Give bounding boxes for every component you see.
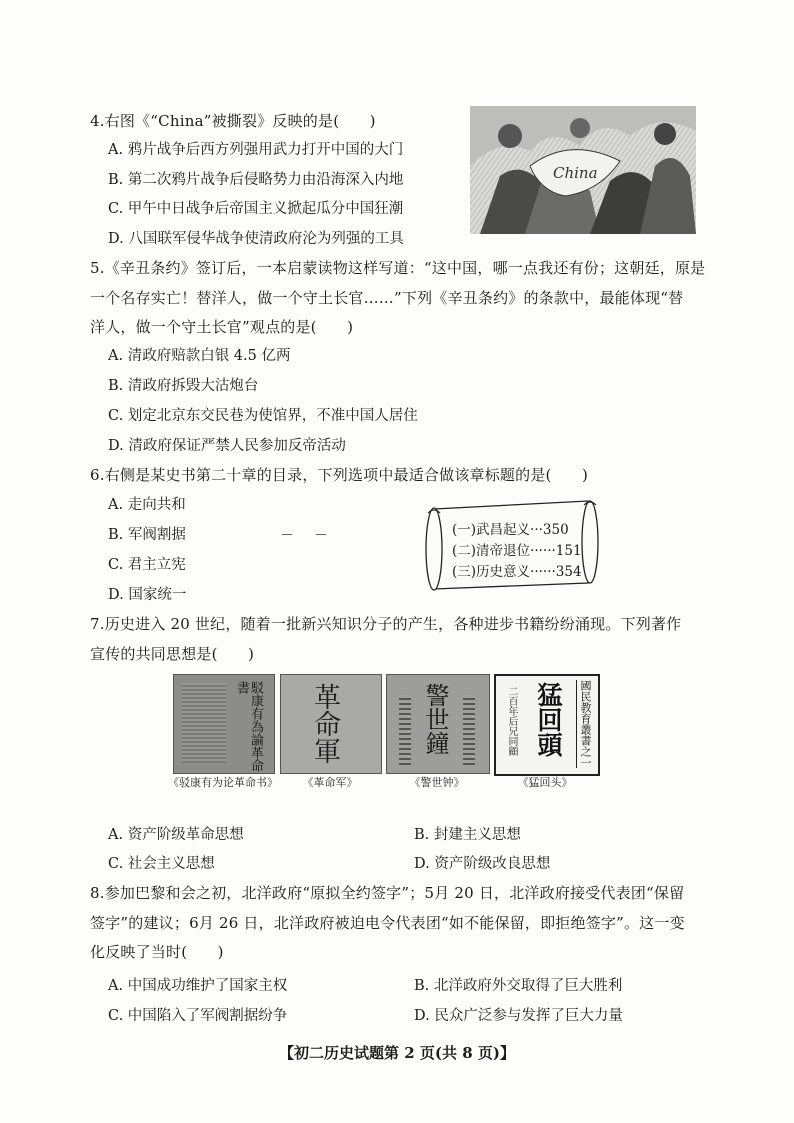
q8-option-a: A. 中国成功维护了国家主权	[108, 978, 288, 994]
china-torn-cartoon	[470, 106, 696, 234]
q4-option-a: A. 鸦片战争后西方列强用武力打开中国的大门	[108, 142, 404, 158]
toc-entry-3: (三)历史意义······354	[452, 564, 582, 580]
book-title-2: 革命軍	[309, 683, 340, 764]
page-footer: 【初二历史试题第 2 页(共 8 页)】	[279, 1044, 515, 1062]
q6-option-a: A. 走向共和	[108, 497, 186, 513]
toc-entry-2: (二)清帝退位······151	[452, 543, 582, 559]
q5-option-b: B. 清政府拆毁大沽炮台	[108, 378, 259, 394]
book-cover-1	[173, 674, 275, 774]
q6-stem: 6.右侧是某史书第二十章的目录，下列选项中最适合做该章标题的是( )	[90, 466, 589, 484]
q5-stem-line-2: 一个名存实亡！替洋人，做一个守土长官……”下列《辛丑条约》的条款中，最能体现“替	[90, 289, 684, 307]
q7-option-d: D. 资产阶级改良思想	[414, 856, 551, 872]
book-cover-3	[386, 674, 490, 774]
q5-stem-line-3: 洋人，做一个守土长官”观点的是( )	[90, 318, 354, 336]
book-4-series: 國民教育叢書之一	[576, 680, 591, 768]
q8-option-d: D. 民众广泛参与发挥了巨大力量	[414, 1008, 623, 1024]
q7-stem-line-2: 宣传的共同思想是( )	[90, 645, 255, 663]
toc-entry-1: (一)武昌起义···350	[452, 522, 569, 538]
q7-stem-line-1: 7.历史进入 20 世纪，随着一批新兴知识分子的产生，各种进步书籍纷纷涌现。下列著作	[90, 615, 682, 633]
stray-mark	[282, 534, 292, 535]
q6-option-d: D. 国家统一	[108, 587, 187, 603]
q7-option-b: B. 封建主义思想	[414, 827, 521, 843]
q6-option-b: B. 军阀割据	[108, 527, 186, 543]
book-4-side-note: 二百年后兄同顧	[506, 686, 517, 756]
book-title-3: 警世鐘	[421, 683, 449, 755]
toc-scroll	[420, 495, 602, 595]
q5-option-c: C. 划定北京东交民巷为使馆界，不准中国人居住	[108, 408, 418, 424]
q4-option-c: C. 甲午中日战争后帝国主义掀起瓜分中国狂潮	[108, 201, 404, 217]
book-cover-2	[280, 674, 382, 774]
cartoon-china-label: China	[553, 164, 598, 182]
book-cover-4	[494, 674, 600, 776]
q5-option-a: A. 清政府赔款白银 4.5 亿两	[108, 348, 291, 364]
q5-option-d: D. 清政府保证严禁人民参加反帝活动	[108, 438, 346, 454]
book-caption-4: 《猛回头》	[517, 776, 573, 789]
q7-option-a: A. 资产阶级革命思想	[108, 827, 244, 843]
q8-stem-line-2: 签字”的建议；6月 26 日，北洋政府被迫电令代表团“如不能保留，即拒绝签字”。这一变	[90, 914, 685, 932]
book-caption-1: 《驳康有为论革命书》	[168, 776, 278, 789]
q4-option-d: D. 八国联军侵华战争使清政府沦为列强的工具	[108, 231, 404, 247]
book-title-1: 駁康有為論革命書	[234, 681, 263, 772]
book-title-4: 猛回頭	[534, 682, 563, 757]
q8-option-b: B. 北洋政府外交取得了巨大胜利	[414, 978, 623, 994]
q7-option-c: C. 社会主义思想	[108, 856, 215, 872]
q4-stem: 4.右图《“China”被撕裂》反映的是( )	[90, 112, 376, 130]
q8-option-c: C. 中国陷入了军阀割据纷争	[108, 1008, 288, 1024]
book-caption-3: 《警世钟》	[409, 776, 465, 789]
q4-option-b: B. 第二次鸦片战争后侵略势力由沿海深入内地	[108, 172, 404, 188]
q8-stem-line-3: 化反映了当时( )	[90, 943, 224, 961]
book-caption-2: 《革命军》	[302, 776, 358, 789]
stray-mark	[316, 534, 326, 535]
q8-stem-line-1: 8.参加巴黎和会之初，北洋政府“原拟全约签字”；5月 20 日，北洋政府接受代表团“保留	[90, 884, 685, 902]
q5-stem-line-1: 5.《辛丑条约》签订后，一本启蒙读物这样写道：“这中国，哪一点我还有份；这朝廷，原是	[90, 259, 706, 277]
q6-option-c: C. 君主立宪	[108, 557, 186, 573]
